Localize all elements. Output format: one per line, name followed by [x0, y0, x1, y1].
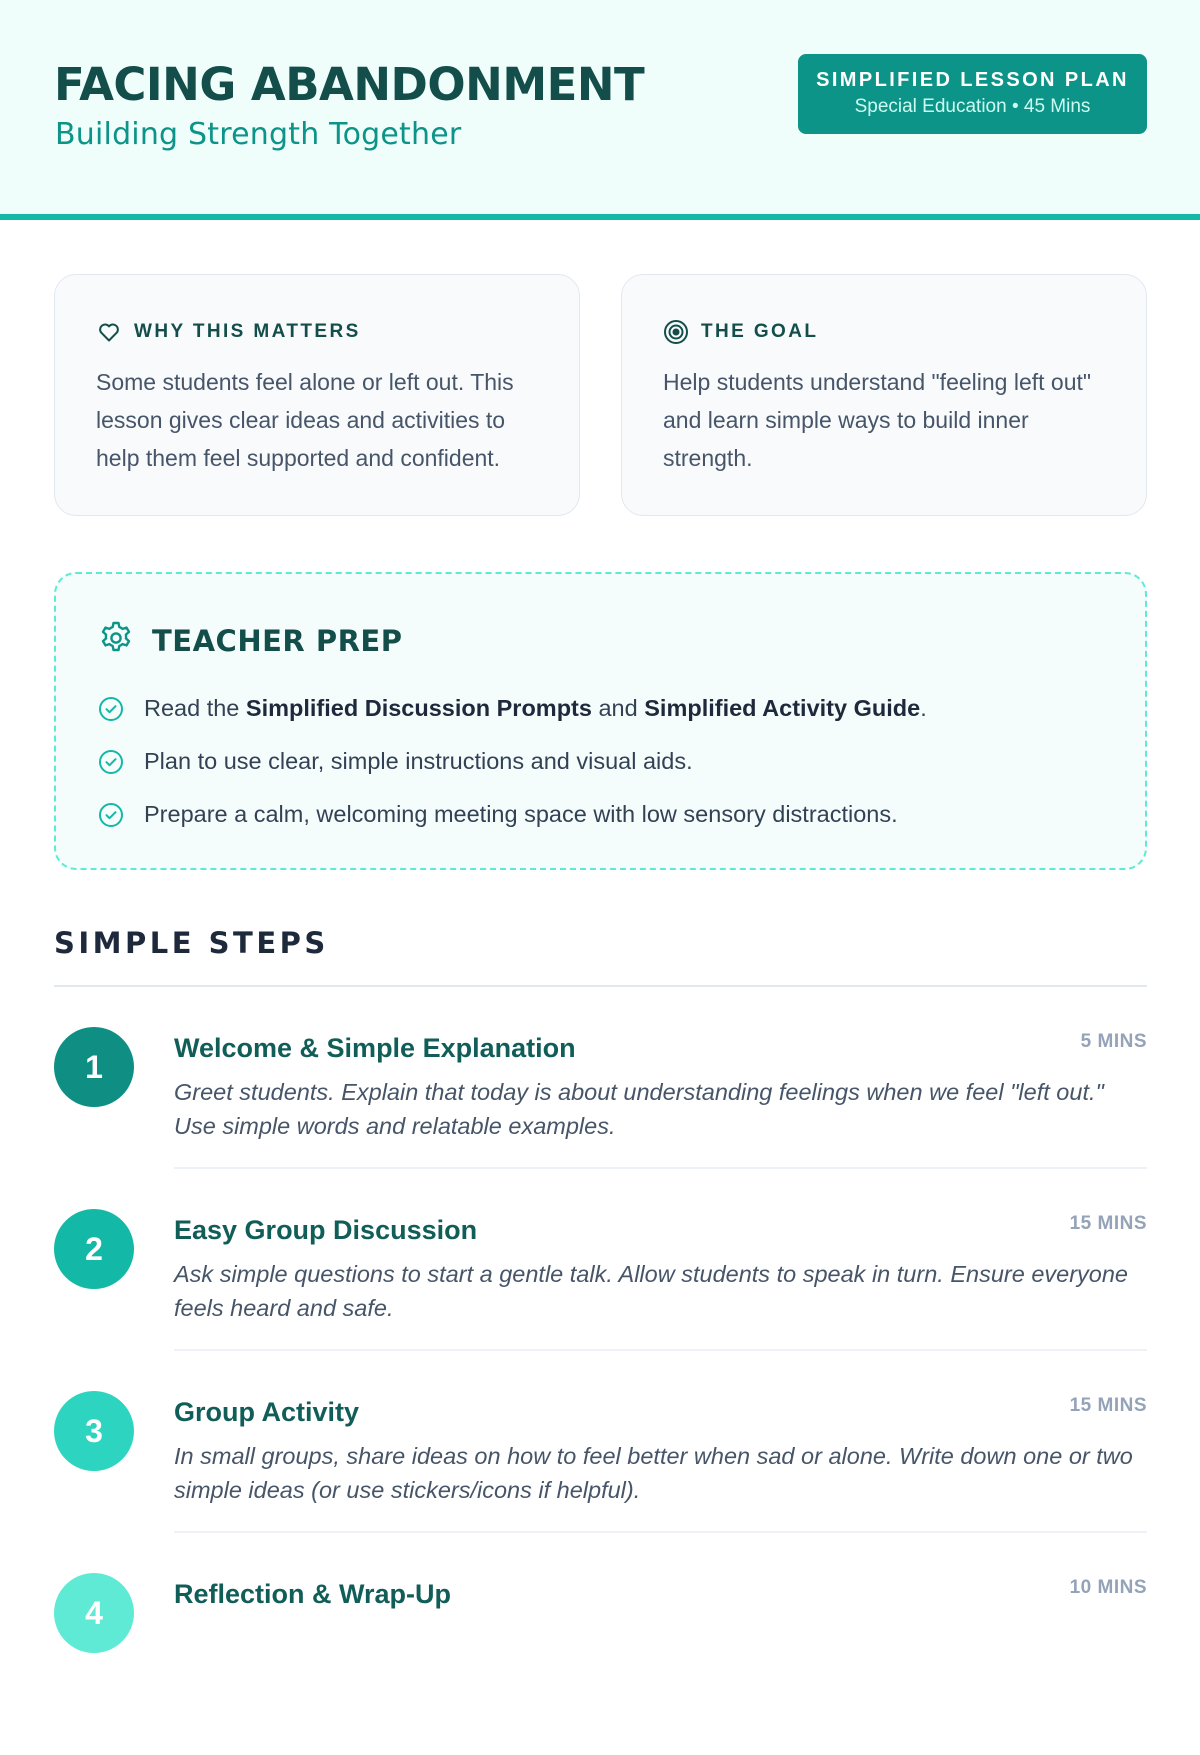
badge-subtitle: Special Education • 45 Mins [854, 96, 1091, 117]
step-number: 2 [54, 1209, 134, 1289]
step-number: 1 [54, 1027, 134, 1107]
list-item [98, 735, 927, 788]
card-text: Some students feel alone or left out. This lesson gives clear ideas and activities to help them feel supported and confident. [96, 369, 514, 471]
step-title: Welcome & Simple Explanation [174, 1033, 576, 1063]
page-title: FACING ABANDONMENT [54, 58, 645, 111]
goal-card [621, 274, 1147, 516]
gear-icon [98, 620, 134, 661]
list-item-text: Plan to use clear, simple instructions and visual aids. [144, 748, 693, 774]
step-duration: 15 MINS [1069, 1395, 1147, 1416]
teacher-prep-list [98, 682, 927, 841]
step-title: Group Activity [174, 1397, 360, 1427]
teacher-prep-section [54, 572, 1147, 870]
step-duration: 10 MINS [1069, 1577, 1147, 1598]
step-item [54, 1573, 1147, 1755]
step-title: Easy Group Discussion [174, 1215, 478, 1245]
steps-section-title: SIMPLE STEPS [54, 926, 329, 960]
teacher-prep-title: TEACHER PREP [152, 623, 403, 658]
step-description: In small groups, share ideas on how to feel better when sad or alone. Write down one or two simple ideas (or use stickers/icons if helpful). [174, 1443, 1133, 1503]
step-duration: 15 MINS [1069, 1213, 1147, 1234]
list-item [98, 682, 927, 735]
heart-icon [96, 319, 122, 345]
step-item [54, 1027, 1147, 1209]
step-number: 3 [54, 1391, 134, 1471]
divider [174, 1167, 1147, 1169]
target-icon [663, 319, 689, 345]
step-number: 4 [54, 1573, 134, 1653]
list-item-text: Prepare a calm, welcoming meeting space with low sensory distractions. [144, 801, 898, 827]
step-description: Ask simple questions to start a gentle talk. Allow students to speak in turn. Ensure everyone feels heard and safe. [174, 1261, 1128, 1321]
step-item [54, 1391, 1147, 1573]
divider [174, 1531, 1147, 1533]
card-title: WHY THIS MATTERS [134, 321, 361, 342]
card-text: Help students understand "feeling left out" and learn simple ways to build inner strength. [663, 369, 1092, 471]
divider [174, 1349, 1147, 1351]
document-name: Simplified Activity Guide [644, 695, 921, 721]
step-title: Reflection & Wrap-Up [174, 1579, 452, 1609]
card-title: THE GOAL [701, 321, 819, 342]
check-circle-icon [98, 696, 124, 722]
document-name: Simplified Discussion Prompts [245, 695, 592, 721]
step-description: Greet students. Explain that today is about understanding feelings when we feel "left out." Use simple words and relatable examples. [174, 1079, 1104, 1139]
list-item [98, 788, 927, 841]
step-item [54, 1209, 1147, 1391]
divider [54, 985, 1147, 987]
badge-title: SIMPLIFIED LESSON PLAN [816, 69, 1129, 91]
lesson-header [0, 0, 1200, 220]
why-this-matters-card [54, 274, 580, 516]
lesson-type-badge [798, 54, 1147, 134]
page-subtitle: Building Strength Together [55, 117, 462, 152]
step-duration: 5 MINS [1080, 1031, 1147, 1052]
list-item-text: Read the Simplified Discussion Prompts and Simplified Activity Guide. [144, 695, 927, 721]
check-circle-icon [98, 749, 124, 775]
check-circle-icon [98, 802, 124, 828]
